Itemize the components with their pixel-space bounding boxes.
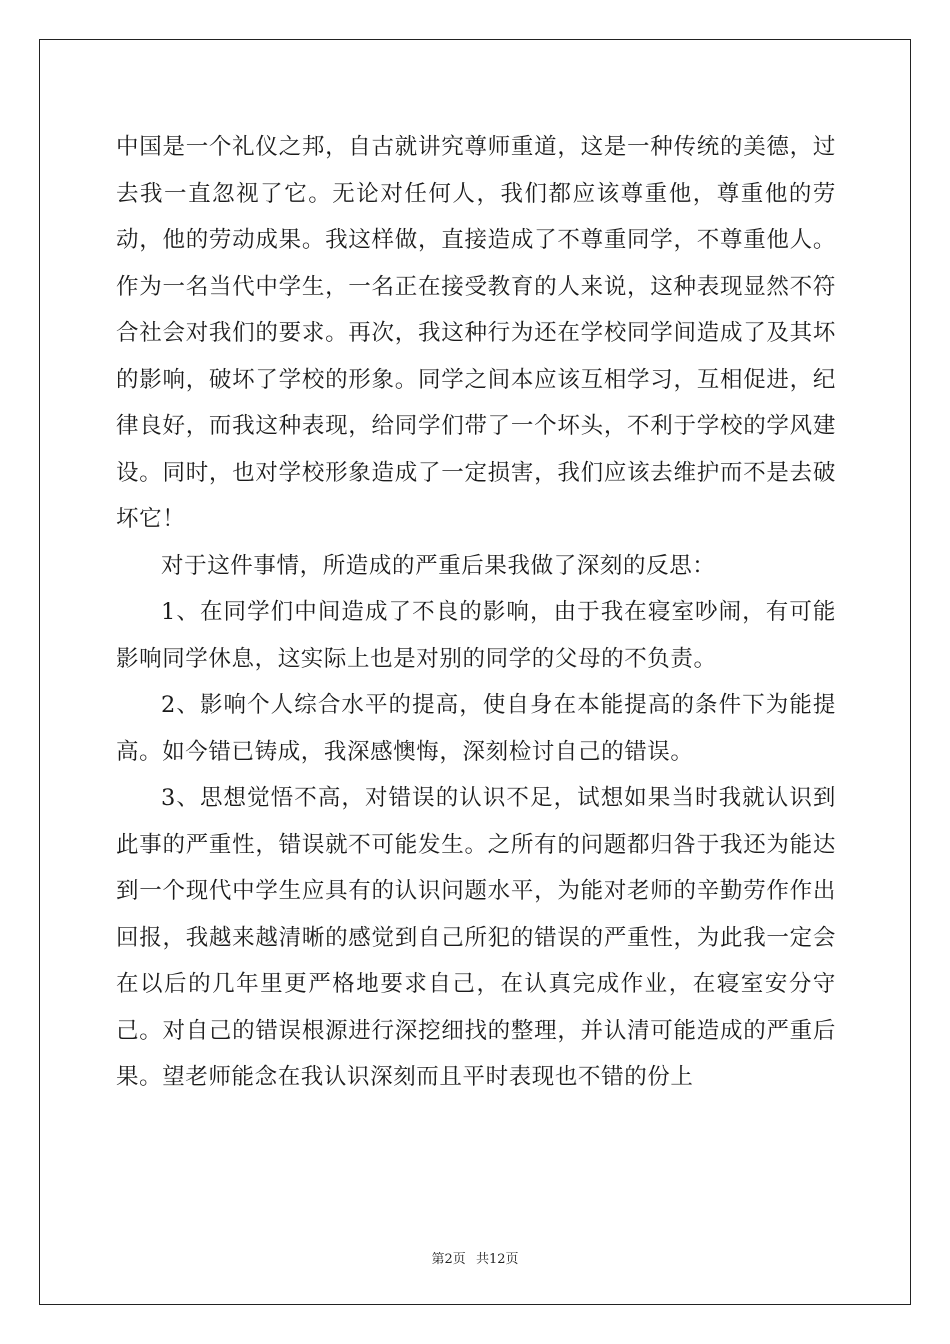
paragraph-5: 3、思想觉悟不高，对错误的认识不足，试想如果当时我就认识到此事的严重性，错误就不可能发生。之所有的问题都归咎于我还为能达到一个现代中学生应具有的认识问题水平，为能对老师的辛勤劳作作出回报，我越来越清晰的感觉到自己所犯的错误的严重性，为此我一定会在以后的几年里更严格地要求自己，在认真完成作业，在寝室安分守己。对自己的错误根源进行深挖细找的整理，并认清可能造成的严重后果。望老师能念在我认识深刻而且平时表现也不错的份上 xyxy=(116,785,836,1090)
paragraph-4: 2、影响个人综合水平的提高，使自身在本能提高的条件下为能提高。如今错已铸成，我深感懊悔，深刻检讨自己的错误。 xyxy=(116,692,836,765)
paragraph-3: 1、在同学们中间造成了不良的影响，由于我在寝室吵闹，有可能影响同学休息，这实际上也是对别的同学的父母的不负责。 xyxy=(116,599,836,672)
document-body xyxy=(116,124,836,1101)
page-footer xyxy=(0,1248,950,1267)
current-page-number: 第2页 xyxy=(431,1252,466,1267)
total-page-count: 共12页 xyxy=(475,1252,519,1267)
paragraph-1: 中国是一个礼仪之邦，自古就讲究尊师重道，这是一种传统的美德，过去我一直忽视了它。无论对任何人，我们都应该尊重他，尊重他的劳动，他的劳动成果。我这样做，直接造成了不尊重同学，不尊重他人。作为一名当代中学生，一名正在接受教育的人来说，这种表现显然不符合社会对我们的要求。再次，我这种行为还在学校同学间造成了及其坏的影响，破坏了学校的形象。同学之间本应该互相学习，互相促进，纪律良好，而我这种表现，给同学们带了一个坏头，不利于学校的学风建设。同时，也对学校形象造成了一定损害，我们应该去维护而不是去破坏它！ xyxy=(116,134,836,532)
paragraph-2: 对于这件事情，所造成的严重后果我做了深刻的反思： xyxy=(161,552,716,579)
